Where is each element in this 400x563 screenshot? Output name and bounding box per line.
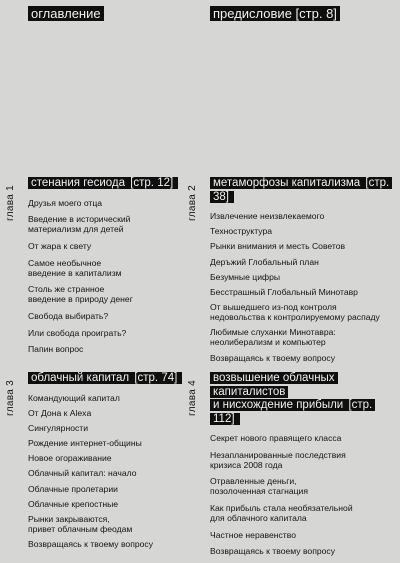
toc-entry[interactable]: Облачный капитал: начало	[28, 468, 137, 479]
toc-entry[interactable]: Рынки закрываются, привет облачным феодам	[28, 514, 133, 534]
toc-entry[interactable]: Бесстрашный Глобальный Минотавр	[210, 286, 358, 297]
chapter-1-page-ref: [стр. 12]	[130, 177, 174, 189]
toc-entry[interactable]: Частное неравенство	[210, 529, 296, 540]
toc-entry[interactable]: Или свобода проиграть?	[28, 327, 127, 338]
chapter-1	[5, 177, 193, 361]
chapter-3-page-ref: [стр. 74]	[134, 372, 178, 384]
chapter-1-title[interactable]	[28, 177, 193, 191]
chapter-3-sections	[28, 393, 193, 550]
toc-entry[interactable]: От вышедшего из-под контроля недовольства к контролируемому распаду	[210, 302, 380, 323]
chapter-1-label: глава 1	[5, 184, 16, 221]
contents-heading	[28, 6, 104, 21]
chapter-2-sections	[210, 211, 395, 363]
toc-entry[interactable]: Возвращаясь к твоему вопросу	[28, 539, 153, 550]
toc-entry[interactable]: Извлечение неизвлекаемого	[210, 211, 325, 221]
toc-entry[interactable]: Сингулярности	[28, 422, 89, 433]
preface-page-ref: [стр. 8]	[295, 6, 337, 21]
chapter-4-label: глава 4	[187, 379, 198, 416]
contents-heading-label: оглавление	[28, 6, 104, 21]
toc-entry[interactable]: Незапланированные последствия кризиса 2008 года	[210, 449, 346, 470]
chapter-4-title-text: возвышение облачных капиталистов и нисхождение прибыли	[213, 372, 344, 411]
toc-entry[interactable]: Облачные крепостные	[28, 498, 119, 509]
toc-entry[interactable]: Деръжий Глобальный план	[210, 256, 319, 267]
chapter-2-page-ref: [стр. 38]	[213, 177, 390, 203]
toc-entry[interactable]: Новое огораживание	[28, 453, 112, 464]
toc-entry[interactable]: Безумные цифры	[210, 271, 281, 282]
chapter-2	[187, 177, 395, 368]
toc-entry[interactable]: Свобода выбирать?	[28, 310, 109, 321]
toc-entry[interactable]: Рынки внимания и месть Советов	[210, 241, 346, 252]
chapter-4-page-ref: [стр. 112]	[213, 399, 373, 425]
toc-entry[interactable]: Столь же странное введение в природу денег	[28, 284, 133, 305]
toc-entry[interactable]: Как прибыль стала необязательной для облачного капитала	[210, 503, 353, 524]
chapter-4	[187, 372, 395, 563]
chapter-3-title-text: облачный капитал	[31, 372, 130, 384]
toc-entry[interactable]: Любимые слуханки Минотавра: неолиберализм и компьютер	[210, 327, 336, 348]
toc-entry[interactable]: От жара к свету	[28, 240, 92, 251]
toc-entry[interactable]: Возвращаясь к твоему вопросу	[210, 352, 335, 363]
toc-entry[interactable]: Возвращаясь к твоему вопросу	[210, 546, 335, 557]
toc-entry[interactable]: Секрет нового правящего класса	[210, 433, 342, 443]
chapter-2-label: глава 2	[187, 184, 198, 221]
chapter-3	[5, 372, 193, 554]
toc-entry[interactable]: Командующий капитал	[28, 392, 120, 403]
toc-entry[interactable]: Рождение интернет-общины	[28, 438, 142, 449]
toc-entry[interactable]: Самое необычное введение в капитализм	[28, 257, 122, 278]
toc-entry[interactable]: Техноструктура	[210, 226, 273, 237]
toc-entry[interactable]: Облачные пролетарии	[28, 483, 118, 494]
chapter-2-title-text: метаморфозы капитализма	[213, 177, 361, 189]
toc-entry[interactable]: Друзья моего отца	[28, 197, 103, 208]
chapter-1-title-text: стенания гесиода	[31, 177, 125, 189]
chapter-4-sections	[210, 433, 395, 556]
chapter-3-title[interactable]	[28, 372, 193, 386]
chapter-4-title[interactable]	[210, 372, 395, 426]
toc-entry[interactable]: От Дона к Alexa	[28, 407, 92, 418]
toc-entry[interactable]: Введение в исторический материализм для детей	[28, 214, 131, 235]
chapter-1-sections	[28, 198, 193, 355]
preface-heading[interactable]	[210, 6, 340, 21]
chapter-3-label: глава 3	[5, 379, 16, 416]
preface-label: предисловие	[213, 6, 292, 21]
toc-entry[interactable]: Папин вопрос	[28, 344, 84, 355]
chapter-2-title[interactable]	[210, 177, 395, 204]
toc-entry[interactable]: Отравленные деньги, позолоченная стагнация	[210, 476, 308, 497]
